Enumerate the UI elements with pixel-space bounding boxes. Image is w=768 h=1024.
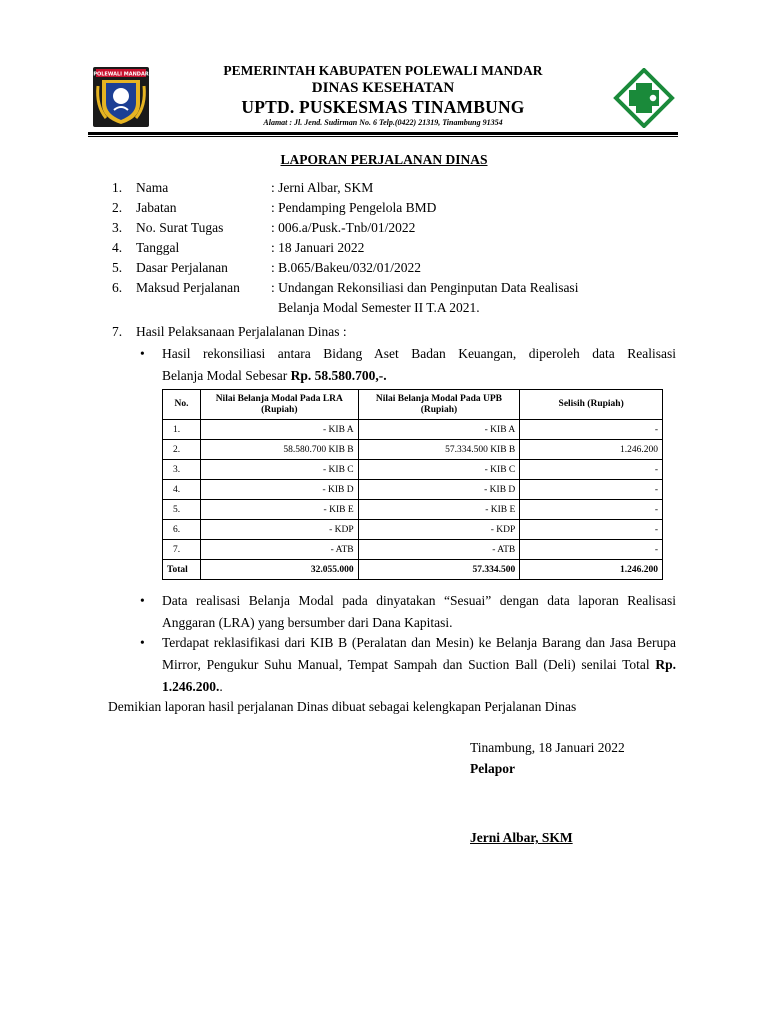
department-name: DINAS KESEHATAN	[311, 80, 455, 96]
info-row-purpose	[112, 278, 692, 298]
info-list	[112, 178, 692, 318]
table-cell: -	[520, 520, 663, 540]
info-value: : 18 Januari 2022	[271, 240, 365, 255]
table-cell: Total	[163, 560, 201, 580]
table-cell: - KIB C	[200, 460, 358, 480]
bullet-icon: •	[140, 635, 145, 650]
bullet-text	[162, 632, 676, 698]
puskesmas-logo-icon	[612, 68, 676, 128]
polewali-mandar-emblem-icon	[92, 66, 150, 128]
bullet-icon: •	[140, 346, 145, 361]
table-cell: 32.055.000	[200, 560, 358, 580]
info-row-position	[112, 198, 692, 218]
table-cell: -	[520, 500, 663, 520]
table-header-cell: No.	[163, 390, 201, 420]
section-results-heading	[112, 322, 347, 342]
table-cell: 57.334.500	[358, 560, 520, 580]
info-number: 4.	[112, 240, 123, 255]
institution-name: UPTD. PUSKESMAS TINAMBUNG	[241, 97, 525, 117]
letterhead	[88, 62, 678, 132]
info-value: : Jerni Albar, SKM	[271, 180, 374, 195]
info-label: Jabatan	[136, 200, 177, 215]
emblem-banner-text: POLEWALI MANDAR	[93, 71, 149, 78]
info-number: 5.	[112, 260, 123, 275]
table-cell: - KIB D	[200, 480, 358, 500]
government-name: PEMERINTAH KABUPATEN POLEWALI MANDAR	[223, 63, 543, 78]
bullet-amount: Rp. 58.580.700,-.	[290, 368, 387, 383]
info-label: Nama	[136, 180, 169, 195]
info-value: : 006.a/Pusk.-Tnb/01/2022	[271, 220, 416, 235]
signature-role: Pelapor	[470, 761, 515, 776]
table-cell: - ATB	[358, 540, 520, 560]
table-cell: - KIB A	[200, 420, 358, 440]
table-cell: 6.	[163, 520, 201, 540]
table-total-row	[163, 560, 663, 580]
info-row-purpose-continuation	[112, 298, 692, 318]
table-cell: 58.580.700 KIB B	[200, 440, 358, 460]
info-number: 6.	[112, 280, 123, 295]
bullet-realization-match	[140, 590, 676, 634]
bullet-text-line: Belanja Modal Sebesar	[162, 368, 291, 383]
table-cell: -	[520, 540, 663, 560]
table-row	[163, 460, 663, 480]
table-cell: 3.	[163, 460, 201, 480]
table-cell: 4.	[163, 480, 201, 500]
table-cell: -	[520, 480, 663, 500]
bullet-reconciliation	[140, 343, 676, 387]
table-cell: - KDP	[200, 520, 358, 540]
info-number: 1.	[112, 180, 123, 195]
reconciliation-table	[162, 389, 663, 580]
table-header-cell: Nilai Belanja Modal Pada UPB (Rupiah)	[358, 390, 520, 420]
signature-place-date: Tinambung, 18 Januari 2022	[470, 740, 625, 755]
table-row	[163, 500, 663, 520]
letterhead-rule-thin	[88, 136, 678, 137]
closing-statement: Demikian laporan hasil perjalanan Dinas dibuat sebagai kelengkapan Perjalanan Dinas	[108, 699, 577, 714]
table-cell: -	[520, 420, 663, 440]
letterhead-text	[158, 62, 608, 128]
table-row	[163, 440, 663, 460]
info-value: : Pendamping Pengelola BMD	[271, 200, 437, 215]
bullet-text: Data realisasi Belanja Modal pada dinyatakan “Sesuai” dengan data laporan Realisasi Anggaran (LRA) yang bersumber dari Dana Kapitasi.	[162, 593, 676, 630]
table-cell: 5.	[163, 500, 201, 520]
table-cell: -	[520, 460, 663, 480]
bullet-reclassification	[140, 632, 676, 698]
table-cell: 57.334.500 KIB B	[358, 440, 520, 460]
info-value: : Undangan Rekonsiliasi dan Penginputan Data Realisasi	[271, 280, 579, 295]
table-cell: - ATB	[200, 540, 358, 560]
info-row-letter-number	[112, 218, 692, 238]
table-cell: - KIB A	[358, 420, 520, 440]
info-row-name	[112, 178, 692, 198]
section-number: 7.	[112, 324, 123, 339]
table-cell: - KIB E	[200, 500, 358, 520]
table-row	[163, 520, 663, 540]
bullet-text-suffix: .	[219, 679, 223, 694]
table-cell: 1.	[163, 420, 201, 440]
signature-name: Jerni Albar, SKM	[470, 830, 573, 845]
table-cell: 1.246.200	[520, 440, 663, 460]
table-cell: - KIB E	[358, 500, 520, 520]
bullet-text-body: Terdapat reklasifikasi dari KIB B (Peralatan dan Mesin) ke Belanja Barang dan Jasa Berupa Mirror, Pengukur Suhu Manual, Tempat Sampah dan Suction Ball (Deli) senilai Total	[162, 635, 676, 672]
bullet-text	[162, 343, 676, 387]
table-row	[163, 420, 663, 440]
table-header-cell: Nilai Belanja Modal Pada LRA (Rupiah)	[200, 390, 358, 420]
table-cell: 7.	[163, 540, 201, 560]
document-title: LAPORAN PERJALANAN DINAS	[280, 152, 488, 167]
table-row	[163, 480, 663, 500]
table-cell: - KDP	[358, 520, 520, 540]
info-value: : B.065/Bakeu/032/01/2022	[271, 260, 421, 275]
table-cell: 1.246.200	[520, 560, 663, 580]
table-header-cell: Selisih (Rupiah)	[520, 390, 663, 420]
table-cell: - KIB C	[358, 460, 520, 480]
table-cell: - KIB D	[358, 480, 520, 500]
info-value-continuation: Belanja Modal Semester II T.A 2021.	[278, 300, 480, 315]
bullet-text-line: Hasil rekonsiliasi antara Bidang Aset Badan Keuangan, diperoleh data Realisasi	[162, 346, 676, 361]
info-label: Maksud Perjalanan	[136, 280, 240, 295]
bullet-icon: •	[140, 593, 145, 608]
letterhead-rule-thick	[88, 132, 678, 135]
section-label: Hasil Pelaksanaan Perjalalanan Dinas :	[136, 324, 347, 339]
institution-address: Alamat : Jl. Jend. Sudirman No. 6 Telp.(0422) 21319, Tinambung 91354	[263, 118, 503, 127]
table-header-row	[163, 390, 663, 420]
info-number: 3.	[112, 220, 123, 235]
info-label: No. Surat Tugas	[136, 220, 224, 235]
info-number: 2.	[112, 200, 123, 215]
info-label: Dasar Perjalanan	[136, 260, 228, 275]
table-row	[163, 540, 663, 560]
table-cell: 2.	[163, 440, 201, 460]
info-row-date	[112, 238, 692, 258]
bullet-amount: Rp. 1.246.200.	[162, 657, 676, 694]
info-row-basis	[112, 258, 692, 278]
info-label: Tanggal	[136, 240, 180, 255]
